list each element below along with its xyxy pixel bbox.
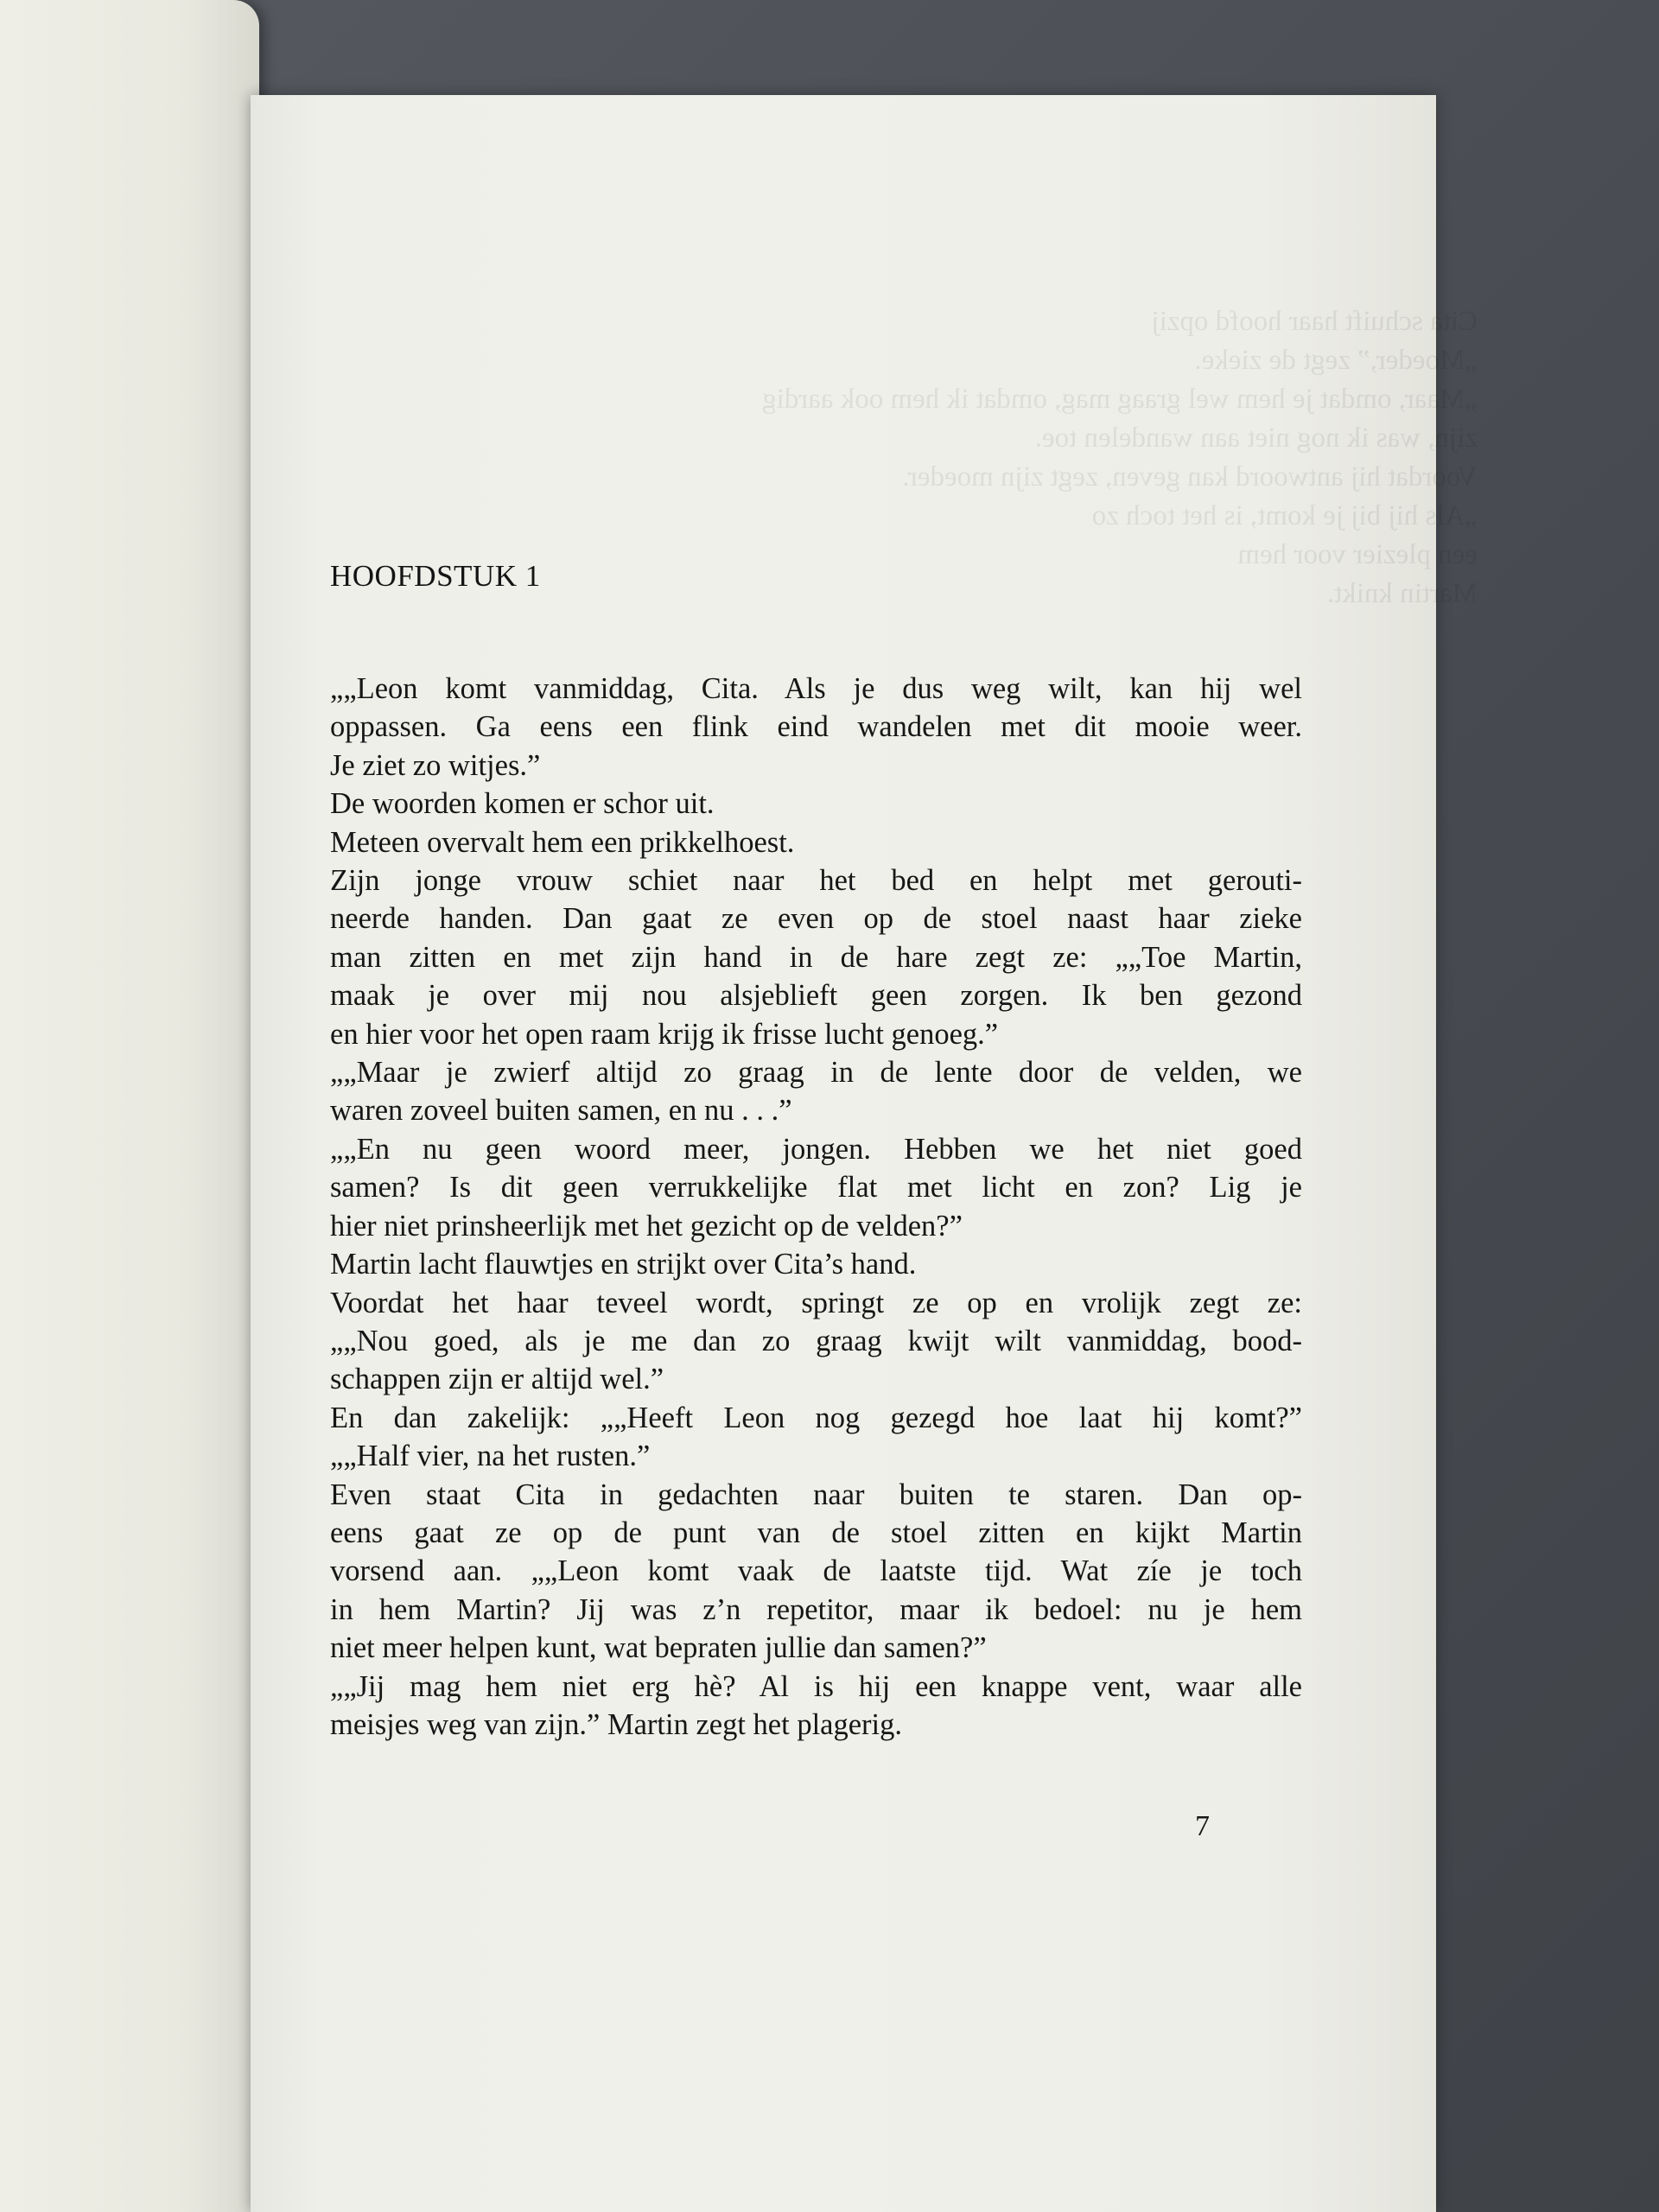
left-page-edge (0, 0, 259, 2212)
text-line: vorsend aan. „„Leon komt vaak de laatste tijd. Wat zíe je toch (330, 1554, 1302, 1588)
text-line: waren zoveel buiten samen, en nu . . .” (330, 1094, 792, 1128)
text-line: „„Nou goed, als je me dan zo graag kwijt wilt vanmiddag, bood- (330, 1324, 1302, 1357)
text-line: De woorden komen er schor uit. (330, 787, 715, 821)
text-line: man zitten en met zijn hand in de hare zegt ze: „„Toe Martin, (330, 940, 1302, 974)
text-line: Meteen overvalt hem een prikkelhoest. (330, 825, 795, 859)
chapter-body-text (330, 670, 1302, 1744)
text-line: Voordat het haar teveel wordt, springt ze op en vrolijk zegt ze: (330, 1286, 1302, 1319)
show-through-text: schuift haar hoofd opzij „Moeder,” zegt de zieke. omdat je hem wel graag mag, omdat ik hem ook aardig was ik nog niet aan wandelen toe. Voordat hij antwoord kan geven, zegt zijn moeder. hij bij je komt, is het toch zo plezier voor hem knikt. (762, 306, 1478, 609)
text-line: En dan zakelijk: „„Heeft Leon nog gezegd hoe laat hij komt?” (330, 1401, 1302, 1434)
text-line: Zijn jonge vrouw schiet naar het bed en helpt met gerouti- (330, 864, 1302, 898)
book-page (251, 95, 1478, 2212)
text-line: „„Half vier, na het rusten.” (330, 1440, 651, 1473)
chapter-heading: HOOFDSTUK 1 (330, 559, 541, 593)
text-line: maak je over mij nou alsjeblieft geen zorgen. Ik ben gezond (330, 979, 1302, 1013)
text-line: samen? Is dit geen verrukkelijke flat met licht en zon? Lig je (330, 1171, 1302, 1205)
text-line: Je ziet zo witjes.” (330, 748, 541, 782)
text-line: Even staat Cita in gedachten naar buiten te staren. Dan op- (330, 1478, 1302, 1511)
text-line: neerde handen. Dan gaat ze even op de stoel naast haar zieke (330, 902, 1302, 936)
text-line: hier niet prinsheerlijk met het gezicht op de velden?” (330, 1209, 963, 1243)
text-line: „„Jij mag hem niet erg hè? Al is hij een knappe vent, waar alle (330, 1669, 1302, 1703)
text-line: in hem Martin? Jij was z’n repetitor, maar ik bedoel: nu je hem (330, 1592, 1302, 1626)
text-line: en hier voor het open raam krijg ik frisse lucht genoeg.” (330, 1017, 999, 1051)
text-line: niet meer helpen kunt, wat bepraten jullie dan samen?” (330, 1631, 987, 1665)
text-line: „„En nu geen woord meer, jongen. Hebben we het niet goed (330, 1132, 1302, 1166)
text-line: eens gaat ze op de punt van de stoel zitten en kijkt Martin (330, 1516, 1302, 1549)
text-line: schappen zijn er altijd wel.” (330, 1363, 664, 1396)
page-number: 7 (1195, 1810, 1210, 1842)
text-line: „„Maar je zwierf altijd zo graag in de lente door de velden, we (330, 1056, 1302, 1090)
text-line: meisjes weg van zijn.” Martin zegt het plagerig. (330, 1707, 902, 1741)
text-line: Martin lacht flauwtjes en strijkt over Cita’s hand. (330, 1248, 917, 1281)
text-line: oppassen. Ga eens een flink eind wandelen met dit mooie weer. (330, 710, 1302, 744)
text-line: „„Leon komt vanmiddag, Cita. Als je dus weg wilt, kan hij wel (330, 672, 1302, 705)
